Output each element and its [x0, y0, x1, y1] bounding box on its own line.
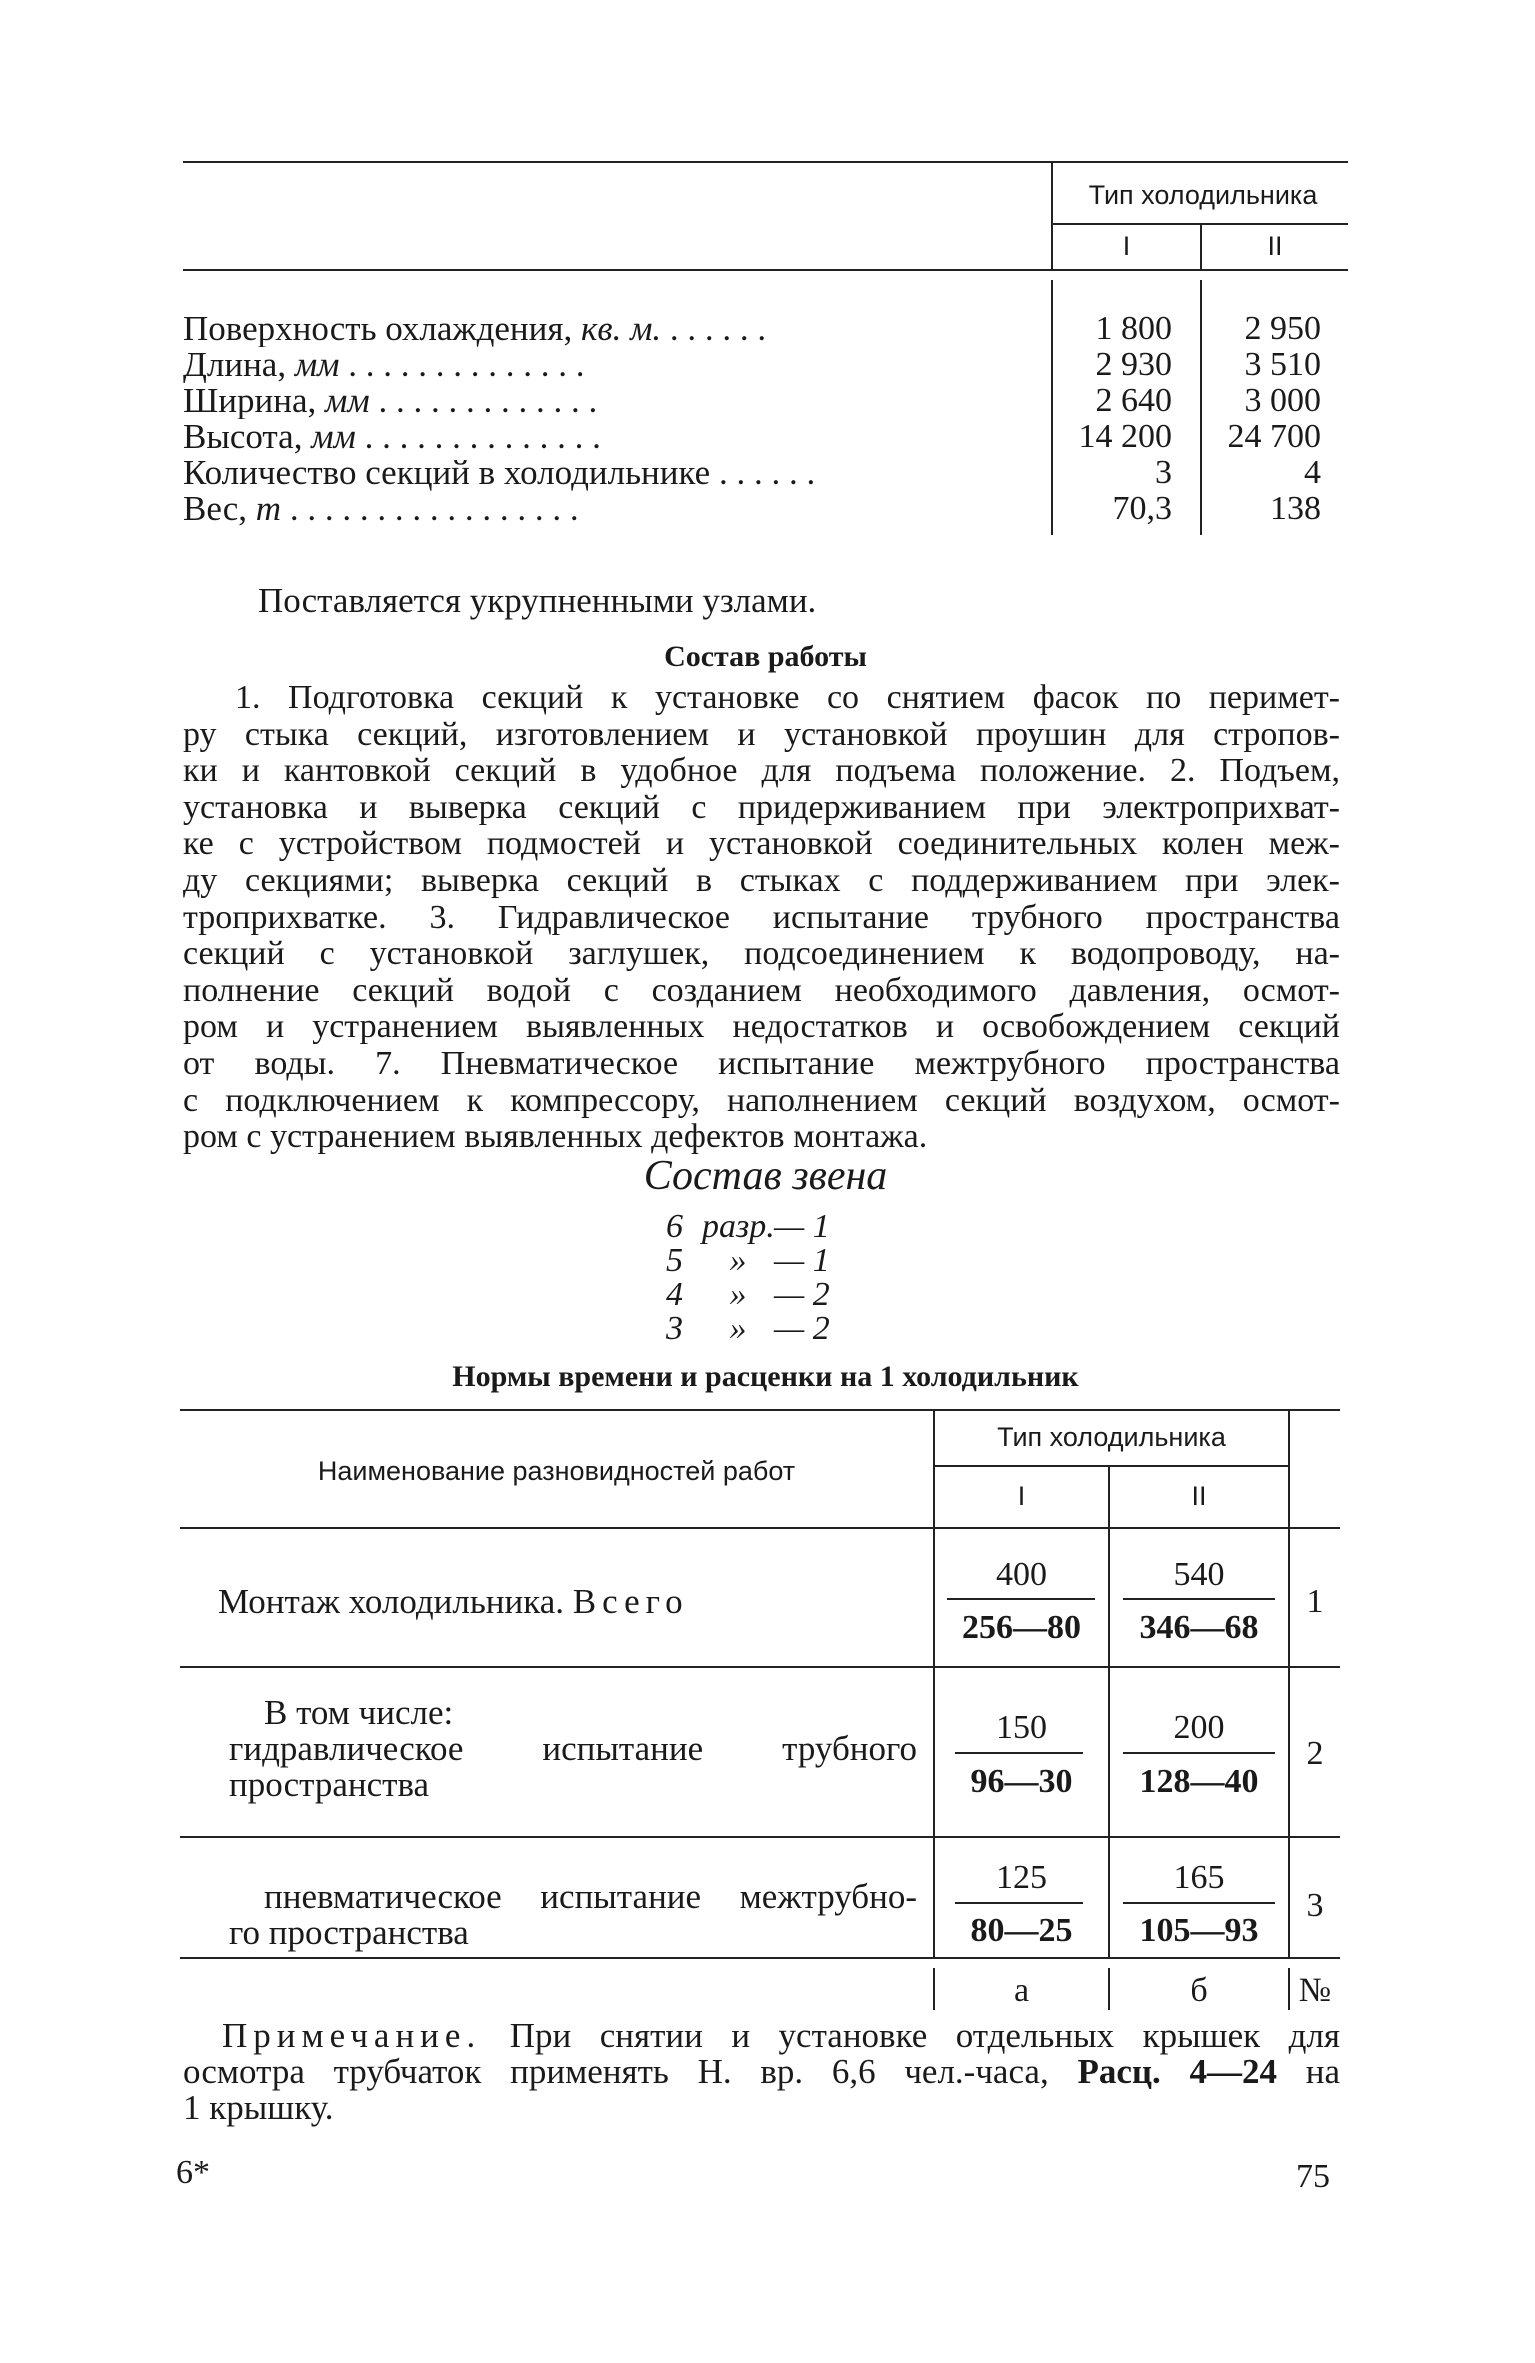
- work-line: ки и кантовкой секций в удобное для подъема положение. 2. Подъем,: [183, 752, 1340, 790]
- table2-col2-header: II: [1191, 1481, 1207, 1511]
- work-type-line-text: пневматическое испытание межтрубно-: [264, 1877, 917, 1916]
- time-norm-b: 165: [1173, 1859, 1225, 1896]
- page-number: 75: [1296, 2158, 1330, 2195]
- table1-value-2: 24 700: [1227, 418, 1321, 455]
- work-type-line: [229, 1731, 917, 1767]
- work-line: полнение секций водой с созданием необходимого давления, осмот-: [183, 971, 1340, 1009]
- table2-divider-no: [1288, 1409, 1290, 1527]
- row-number: 1: [1306, 1583, 1324, 1620]
- table1-col2-header: II: [1267, 231, 1283, 261]
- crew-count: — 1: [774, 1208, 830, 1245]
- note-line: [222, 2018, 1340, 2054]
- rate-a: 96—30: [970, 1763, 1073, 1800]
- leader-dots: . . . . . . . . . . . . . . . . .: [281, 491, 579, 527]
- work-line: ром и устранением выявленных недостатков и освобождением секций: [183, 1008, 1340, 1046]
- norms-title: Нормы времени и расценки на 1 холодильник: [452, 1360, 1079, 1393]
- crew-count: — 2: [774, 1310, 830, 1347]
- table1-value-1: 2 930: [1095, 346, 1172, 383]
- crew-row: [666, 1277, 830, 1313]
- column-label-no: №: [1298, 1972, 1332, 2009]
- crew-unit: »: [729, 1310, 747, 1347]
- work-line: ру стыка секций, изготовлением и установкой проушин для стропов-: [183, 715, 1340, 753]
- leader-dots: . . . . . . . . . . . . .: [369, 383, 598, 419]
- column-label-a: а: [1013, 1972, 1030, 2009]
- row-label-text: Высота,: [183, 419, 303, 455]
- time-norm-a: 125: [996, 1859, 1047, 1896]
- work-total-label: Всего: [572, 1582, 689, 1621]
- table1-body-divider-1: [1051, 280, 1053, 535]
- table1-value-2: 3 000: [1244, 382, 1321, 419]
- crew-row: [666, 1243, 830, 1279]
- table1-value-2: 4: [1304, 454, 1321, 491]
- work-type-line: пространства: [229, 1765, 430, 1804]
- row-label-text: Длина,: [183, 347, 287, 383]
- crew-row: [666, 1311, 830, 1347]
- time-norm-b: 200: [1173, 1709, 1225, 1746]
- work-type-line: [264, 1879, 917, 1915]
- rate-b: 105—93: [1139, 1912, 1259, 1949]
- work-line: троприхватке. 3. Гидравлическое испытание трубного пространства: [183, 898, 1340, 936]
- note-text: При снятии и установке отдельных крышек для: [509, 2016, 1341, 2055]
- signature-mark: 6*: [176, 2154, 210, 2191]
- row-unit: кв. м.: [581, 311, 662, 347]
- table1-col1-header: I: [1122, 231, 1131, 261]
- work-line: секций с установкой заглушек, подсоединением к водопроводу, на-: [183, 935, 1340, 973]
- table1-value-1: 3: [1155, 454, 1172, 491]
- work-type-name: [218, 1584, 689, 1620]
- crew-count: — 2: [774, 1276, 830, 1313]
- table1-header-rule: [183, 269, 1348, 271]
- work-type-line: го пространства: [229, 1913, 469, 1952]
- work-line: ду секциями; выверка секций в стыках с поддерживанием при элек-: [183, 861, 1340, 899]
- table2-top-rule: [180, 1409, 1340, 1411]
- work-line: 1. Подготовка секций к установке со снятием фасок по перимет-: [235, 679, 1340, 716]
- table1-value-1: 1 800: [1095, 310, 1172, 347]
- work-type-line: Монтаж холодильника.: [218, 1582, 565, 1621]
- fraction-bar-a: [955, 1902, 1083, 1904]
- leader-dots: . . . . . .: [661, 311, 767, 347]
- fraction-bar-b: [1123, 1598, 1275, 1600]
- table1-value-2: 3 510: [1244, 346, 1321, 383]
- work-line: с подключением к компрессору, наполнением секций воздухом, осмот-: [183, 1081, 1340, 1119]
- note-line: [183, 2054, 1340, 2090]
- crew-grade: 6: [666, 1208, 683, 1245]
- note-text: на: [1305, 2052, 1341, 2091]
- rate-b: 128—40: [1139, 1763, 1259, 1800]
- table1-row-label: [183, 347, 1023, 383]
- work-line: ке с устройством подмостей и установкой соединительных колен меж-: [183, 825, 1340, 863]
- crew-grade: 3: [666, 1310, 683, 1347]
- table1-value-1: 2 640: [1095, 382, 1172, 419]
- work-title: Состав работы: [664, 640, 867, 673]
- work-line: установка и выверка секций с придерживанием при электроприхват-: [183, 788, 1340, 826]
- crew-row: [666, 1209, 830, 1245]
- crew-title: Состав звена: [643, 1153, 888, 1199]
- table2-row-rule: [180, 1836, 1340, 1838]
- table1-value-2: 138: [1270, 490, 1321, 527]
- row-label-text: Поверхность охлаждения,: [183, 311, 573, 347]
- row-label-text: Количество секций в холодильнике: [183, 455, 711, 491]
- crew-count: — 1: [774, 1242, 830, 1279]
- row-number: 3: [1306, 1887, 1324, 1924]
- rate-a: 256—80: [962, 1609, 1081, 1646]
- table1-row-label: [183, 455, 1023, 491]
- table2-bottom-rule: [180, 1957, 1340, 1959]
- table2-type-header: Тип холодильника: [997, 1422, 1226, 1452]
- note-label: Примечание.: [222, 2016, 482, 2055]
- time-norm-a: 150: [996, 1709, 1047, 1746]
- table1-body-divider-2: [1200, 280, 1202, 535]
- table2-subheader-rule: [935, 1465, 1288, 1467]
- leader-dots: . . . . . .: [710, 455, 816, 491]
- leader-dots: . . . . . . . . . . . . . .: [355, 419, 601, 455]
- table1-value-1: 14 200: [1078, 418, 1172, 455]
- table2-row-rule: [180, 1666, 1340, 1668]
- row-unit: мм: [294, 347, 340, 383]
- note-text: осмотра трубчаток применять Н. вр. 6,6 чел.-часа,: [183, 2052, 1049, 2091]
- table1-row-label: [183, 311, 1023, 347]
- work-line: ром с устранением выявленных дефектов монтажа.: [183, 1118, 928, 1156]
- row-label-text: Ширина,: [183, 383, 317, 419]
- table1-type-header: Тип холодильника: [1088, 180, 1318, 210]
- fraction-bar-b: [1123, 1902, 1275, 1904]
- supply-note: Поставляется укрупненными узлами.: [258, 581, 817, 620]
- fraction-bar-a: [955, 1752, 1083, 1754]
- work-line: от воды. 7. Пневматическое испытание межтрубного пространства: [183, 1044, 1340, 1082]
- crew-grade: 5: [666, 1242, 683, 1279]
- rate-b: 346—68: [1139, 1609, 1259, 1646]
- work-description: [183, 680, 1340, 1156]
- crew-grade: 4: [666, 1276, 683, 1313]
- fraction-bar-a: [947, 1598, 1095, 1600]
- note-rate: Расц. 4—24: [1077, 2052, 1278, 2091]
- table1-row-label: [183, 383, 1023, 419]
- work-type-line: В том числе:: [264, 1693, 454, 1732]
- table1-value-2: 2 950: [1244, 310, 1321, 347]
- time-norm-b: 540: [1173, 1556, 1225, 1593]
- crew-unit: »: [729, 1242, 747, 1279]
- note-line: 1 крышку.: [183, 2088, 334, 2127]
- crew-unit: разр.: [702, 1208, 775, 1245]
- work-type-line-text: гидравлическое испытание трубного: [229, 1729, 917, 1768]
- table2-name-header: Наименование разновидностей работ: [317, 1456, 796, 1486]
- time-norm-a: 400: [996, 1556, 1047, 1593]
- table1-row-label: [183, 491, 1023, 527]
- row-unit: т: [255, 491, 282, 527]
- table2-col1-header: I: [1017, 1481, 1026, 1511]
- fraction-bar-b: [1123, 1752, 1275, 1754]
- row-unit: мм: [325, 383, 370, 419]
- table2-header-rule: [180, 1527, 1340, 1529]
- column-label-b: б: [1190, 1972, 1208, 2009]
- leader-dots: . . . . . . . . . . . . . .: [339, 347, 585, 383]
- row-unit: мм: [311, 419, 356, 455]
- table1-value-1: 70,3: [1112, 490, 1172, 527]
- table1-top-rule: [183, 161, 1348, 163]
- row-number: 2: [1306, 1735, 1324, 1772]
- row-label-text: Вес,: [183, 491, 248, 527]
- crew-unit: »: [729, 1276, 747, 1313]
- rate-a: 80—25: [970, 1912, 1073, 1949]
- table1-row-label: [183, 419, 1023, 455]
